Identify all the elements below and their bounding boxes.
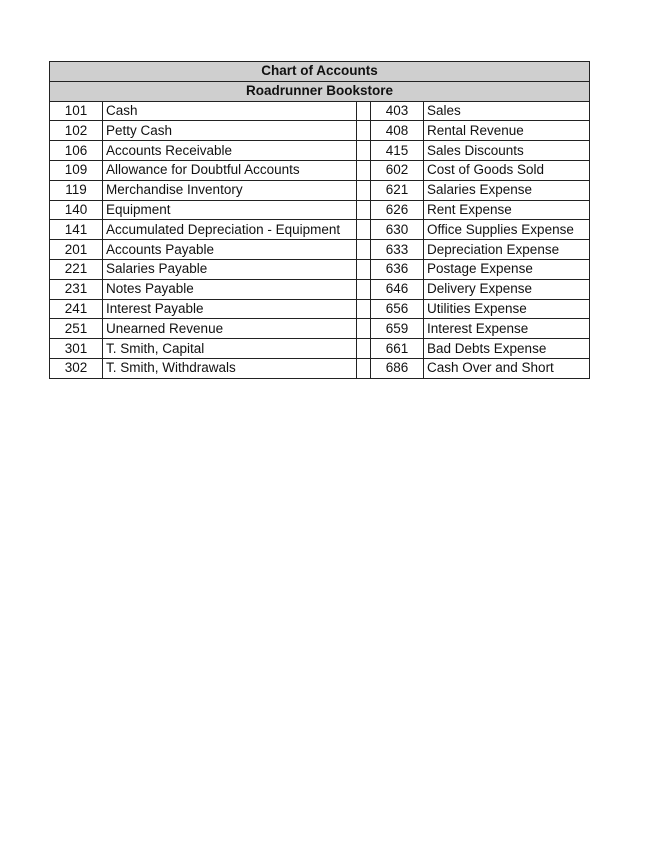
left-account-name: Merchandise Inventory (103, 180, 357, 200)
right-account-name: Sales (424, 101, 590, 121)
left-account-number: 102 (50, 121, 103, 141)
left-account-name: T. Smith, Capital (103, 339, 357, 359)
column-separator (357, 101, 371, 121)
left-account-name: Accumulated Depreciation - Equipment (103, 220, 357, 240)
column-separator (357, 200, 371, 220)
left-account-name: Petty Cash (103, 121, 357, 141)
left-account-number: 251 (50, 319, 103, 339)
chart-of-accounts-table (49, 61, 590, 379)
right-account-name: Cash Over and Short (424, 358, 590, 378)
right-account-number: 661 (371, 339, 424, 359)
left-account-name: Interest Payable (103, 299, 357, 319)
right-account-name: Salaries Expense (424, 180, 590, 200)
account-row (50, 160, 590, 180)
left-account-number: 109 (50, 160, 103, 180)
left-account-name: Salaries Payable (103, 259, 357, 279)
right-account-number: 659 (371, 319, 424, 339)
right-account-number: 408 (371, 121, 424, 141)
left-account-name: Accounts Payable (103, 240, 357, 260)
column-separator (357, 121, 371, 141)
account-row (50, 319, 590, 339)
left-account-number: 140 (50, 200, 103, 220)
right-account-number: 403 (371, 101, 424, 121)
left-account-number: 302 (50, 358, 103, 378)
right-account-name: Sales Discounts (424, 141, 590, 161)
table-title: Chart of Accounts (50, 62, 590, 82)
right-account-number: 621 (371, 180, 424, 200)
right-account-number: 415 (371, 141, 424, 161)
left-account-name: T. Smith, Withdrawals (103, 358, 357, 378)
column-separator (357, 319, 371, 339)
title-row (50, 62, 590, 82)
column-separator (357, 240, 371, 260)
left-account-number: 231 (50, 279, 103, 299)
account-row (50, 259, 590, 279)
right-account-number: 630 (371, 220, 424, 240)
account-row (50, 240, 590, 260)
right-account-name: Bad Debts Expense (424, 339, 590, 359)
account-row (50, 339, 590, 359)
account-row (50, 141, 590, 161)
account-row (50, 121, 590, 141)
left-account-name: Equipment (103, 200, 357, 220)
right-account-name: Depreciation Expense (424, 240, 590, 260)
right-account-name: Postage Expense (424, 259, 590, 279)
account-row (50, 299, 590, 319)
right-account-number: 602 (371, 160, 424, 180)
column-separator (357, 299, 371, 319)
right-account-name: Interest Expense (424, 319, 590, 339)
account-row (50, 101, 590, 121)
column-separator (357, 180, 371, 200)
right-account-number: 646 (371, 279, 424, 299)
left-account-name: Allowance for Doubtful Accounts (103, 160, 357, 180)
right-account-number: 626 (371, 200, 424, 220)
left-account-number: 141 (50, 220, 103, 240)
left-account-number: 241 (50, 299, 103, 319)
right-account-name: Rent Expense (424, 200, 590, 220)
column-separator (357, 141, 371, 161)
account-row (50, 279, 590, 299)
account-row (50, 220, 590, 240)
company-name: Roadrunner Bookstore (50, 81, 590, 101)
left-account-name: Accounts Receivable (103, 141, 357, 161)
column-separator (357, 220, 371, 240)
company-row (50, 81, 590, 101)
left-account-number: 221 (50, 259, 103, 279)
left-account-number: 119 (50, 180, 103, 200)
chart-of-accounts-sheet (49, 61, 589, 379)
right-account-name: Cost of Goods Sold (424, 160, 590, 180)
account-row (50, 200, 590, 220)
account-row (50, 180, 590, 200)
column-separator (357, 160, 371, 180)
column-separator (357, 259, 371, 279)
left-account-number: 201 (50, 240, 103, 260)
left-account-name: Cash (103, 101, 357, 121)
column-separator (357, 358, 371, 378)
right-account-number: 636 (371, 259, 424, 279)
right-account-name: Delivery Expense (424, 279, 590, 299)
column-separator (357, 339, 371, 359)
column-separator (357, 279, 371, 299)
right-account-number: 633 (371, 240, 424, 260)
right-account-name: Office Supplies Expense (424, 220, 590, 240)
right-account-number: 686 (371, 358, 424, 378)
left-account-number: 106 (50, 141, 103, 161)
account-row (50, 358, 590, 378)
left-account-number: 301 (50, 339, 103, 359)
left-account-name: Notes Payable (103, 279, 357, 299)
right-account-number: 656 (371, 299, 424, 319)
left-account-name: Unearned Revenue (103, 319, 357, 339)
left-account-number: 101 (50, 101, 103, 121)
right-account-name: Rental Revenue (424, 121, 590, 141)
right-account-name: Utilities Expense (424, 299, 590, 319)
